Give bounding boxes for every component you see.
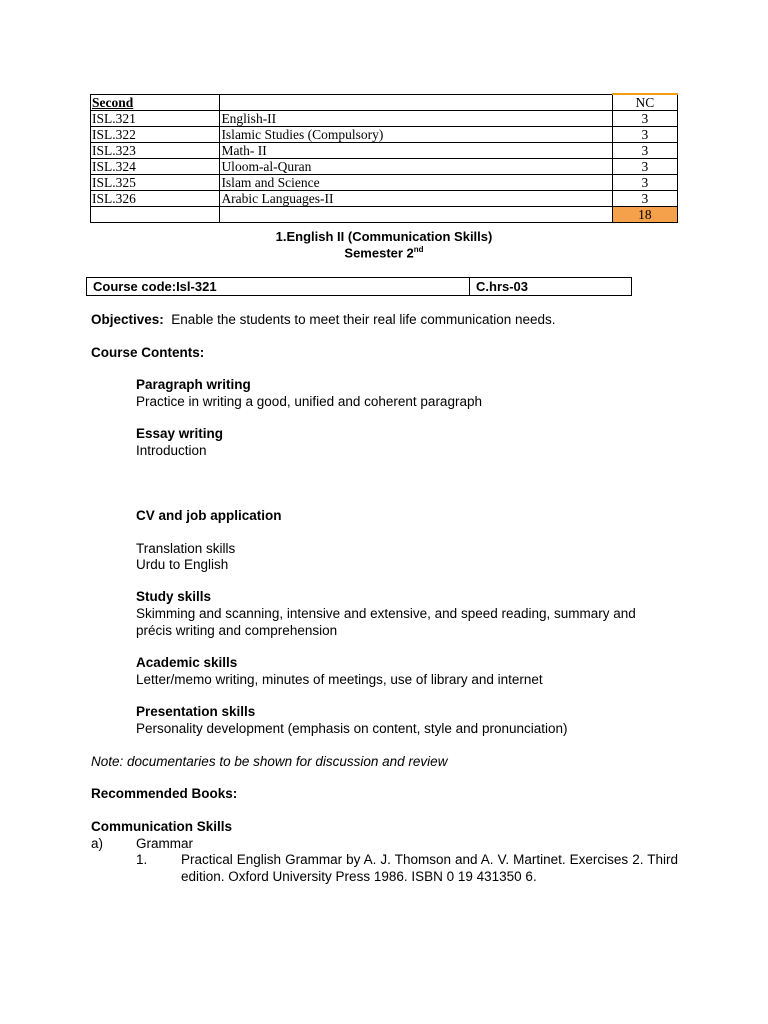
communication-skills-section: Communication Skills	[91, 819, 233, 834]
academic-skills-text: Letter/memo writing, minutes of meetings, use of library and internet	[136, 672, 543, 687]
study-skills-heading: Study skills	[136, 589, 212, 604]
presentation-skills-heading: Presentation skills	[136, 704, 256, 719]
table-header-row	[91, 94, 678, 111]
table-row	[91, 175, 678, 191]
course-title: Uloom-al-Quran	[220, 159, 612, 175]
course-title: English-II	[220, 111, 612, 127]
total-empty-cell	[220, 207, 612, 223]
course-contents-label: Course Contents:	[91, 345, 205, 360]
objectives-line	[91, 312, 556, 327]
item-a-marker: a)	[91, 836, 104, 851]
paragraph-writing-heading: Paragraph writing	[136, 377, 251, 392]
objectives-label: Objectives:	[91, 312, 164, 327]
semester-label: Second	[91, 94, 220, 111]
course-code: ISL.323	[91, 143, 220, 159]
total-empty-cell	[91, 207, 220, 223]
course-code: ISL.326	[91, 191, 220, 207]
course-nc: 3	[612, 159, 677, 175]
course-code: ISL.325	[91, 175, 220, 191]
course-title: Islamic Studies (Compulsory)	[220, 127, 612, 143]
nc-header: NC	[612, 94, 677, 111]
course-code: ISL.324	[91, 159, 220, 175]
urdu-english-text: Urdu to English	[136, 557, 229, 572]
semester-heading	[0, 245, 768, 260]
course-title: Islam and Science	[220, 175, 612, 191]
course-code: ISL.322	[91, 127, 220, 143]
table-row	[91, 191, 678, 207]
book-item-text: Practical English Grammar by A. J. Thomson and A. V. Martinet. Exercises 2. Third edition. Oxford University Press 1986. ISBN 0 19 431350 6.	[181, 852, 678, 884]
table-row	[91, 159, 678, 175]
essay-writing-text: Introduction	[136, 443, 207, 458]
course-nc: 3	[612, 143, 677, 159]
course-title-heading: 1.English II (Communication Skills)	[275, 229, 493, 244]
header-empty-cell	[220, 94, 612, 111]
table-total-row	[91, 207, 678, 223]
semester-suffix: nd	[413, 245, 424, 254]
total-nc: 18	[612, 207, 677, 223]
semester-courses-table	[90, 93, 678, 223]
course-code: ISL.321	[91, 111, 220, 127]
academic-skills-heading: Academic skills	[136, 655, 238, 670]
book-item-marker: 1.	[136, 852, 148, 867]
course-nc: 3	[612, 111, 677, 127]
table-row	[91, 127, 678, 143]
table-row	[91, 111, 678, 127]
study-skills-text: Skimming and scanning, intensive and extensive, and speed reading, summary and précis writing and comprehension	[136, 606, 636, 638]
translation-skills-text: Translation skills	[136, 541, 236, 556]
grammar-label: Grammar	[136, 836, 193, 851]
course-title: Math- II	[220, 143, 612, 159]
course-code-cell: Course code:Isl-321	[87, 278, 470, 296]
cv-job-heading: CV and job application	[136, 508, 282, 523]
course-title: Arabic Languages-II	[220, 191, 612, 207]
essay-writing-heading: Essay writing	[136, 426, 224, 441]
paragraph-writing-text: Practice in writing a good, unified and coherent paragraph	[136, 394, 482, 409]
course-nc: 3	[612, 127, 677, 143]
recommended-books-label: Recommended Books:	[91, 786, 238, 801]
course-nc: 3	[612, 175, 677, 191]
semester-text: Semester 2	[344, 245, 414, 261]
objectives-text: Enable the students to meet their real life communication needs.	[171, 312, 556, 327]
course-nc: 3	[612, 191, 677, 207]
table-row	[91, 143, 678, 159]
note-text: Note: documentaries to be shown for discussion and review	[91, 754, 448, 769]
course-code-table	[86, 277, 632, 296]
credit-hours-cell: C.hrs-03	[470, 278, 632, 296]
presentation-skills-text: Personality development (emphasis on content, style and pronunciation)	[136, 721, 568, 736]
